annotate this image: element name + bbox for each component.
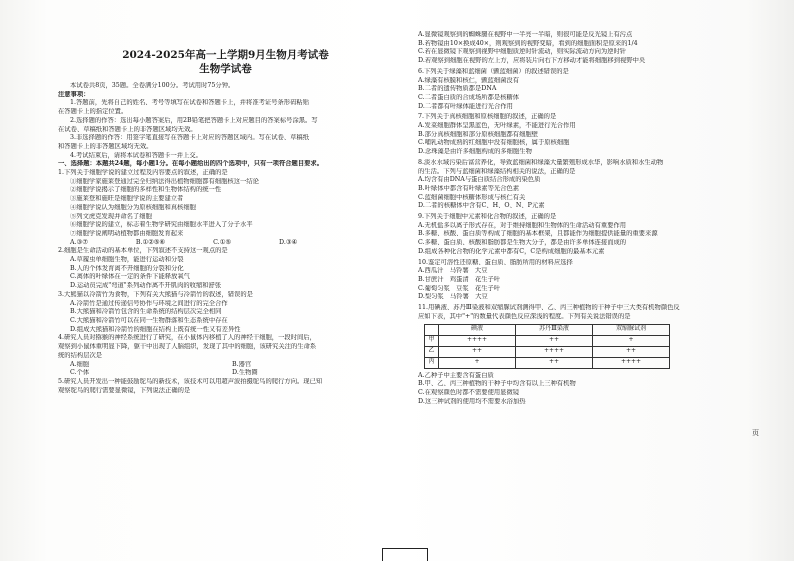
option: B.部分真核细胞和部分原核细胞都有细胞壁 [418, 130, 538, 138]
notice-line: 在答题卡上的指定位置。 [58, 108, 128, 116]
question-3 [58, 291, 393, 335]
question-10 [418, 259, 753, 303]
option: C.哺乳动物成熟的红细胞中没有细胞核，属于原核细胞 [418, 139, 570, 147]
option: D.念珠藻是由许多细胞构成的多细胞生物 [418, 148, 532, 156]
option: B.多糖、核酸、蛋白质等构成了细胞的基本框架，且都能作为细胞提供能量的重要来源 [418, 230, 658, 238]
option: C.葡萄匀浆 豆浆 花生子叶 [418, 284, 501, 292]
table-cell: + [439, 357, 516, 368]
table-header-row [425, 324, 670, 335]
question-stem: 5.研究人员开发出一种能鼓励鸵鸟的新技术，该技术可以用超声波拍摄鸵鸟的爬行方向。现已知 [58, 377, 323, 385]
option: A.绿藻有核膜和核仁，颤蓝细菌没有 [418, 76, 520, 84]
statement: ⑦细胞学说阐明动植物都由细胞发育起来 [70, 229, 184, 237]
option: A.发菜细胞群体呈黑蓝色，无叶绿素，不能进行光合作用 [418, 122, 576, 130]
left-column [58, 0, 393, 395]
question-2 [58, 247, 393, 291]
question-stem: 11.用碘液、苏丹Ⅲ染液和双缩脲试剂测得甲、乙、丙三种植物的干种子中三大类有机物颜色反 [418, 304, 680, 312]
table-row [425, 357, 670, 368]
question-7 [418, 113, 753, 157]
exam-subtitle: 生物学试卷 [199, 63, 252, 75]
option: C.蓝细菌细胞中核糖体形成与核仁有关 [418, 193, 526, 201]
notice-heading: 注意事项： [58, 90, 90, 98]
question-stem: 2.细胞是生命活动的基本单位，下列叙述不支持这一观点的是 [58, 247, 228, 255]
option: D.③④ [279, 238, 298, 246]
option: C.二者蛋白质的合成场所都是核糖体 [418, 93, 520, 101]
option: D.二者的核糖体中含有C、H、O、N、P元素 [418, 202, 545, 210]
statement: ③施莱登和施旺是细胞学说的主要建立者 [70, 195, 184, 203]
option: D.二者都有叶绿体能进行光合作用 [418, 102, 513, 110]
table-header-cell [425, 324, 439, 335]
option: B.甲、乙、丙三种植物的干种子中均含有以上三种有机物 [418, 380, 576, 388]
question-4 [58, 334, 393, 378]
right-column [418, 31, 753, 406]
question-stem: 6.下列关于绿藻和蓝细菌（颤蓝细菌）的叙述错误的是 [418, 67, 569, 75]
table-cell: + [593, 335, 670, 346]
notice-line: 4.考试结束后，请将本试卷和答题卡一并上交。 [70, 151, 202, 159]
option: D.生物圈 [232, 369, 258, 377]
table-row [425, 335, 670, 346]
option: D.组成各种化合物的化学元素中都有C，C是构成细胞的最基本元素 [418, 247, 605, 255]
question-9 [418, 213, 753, 257]
option: C.多糖、蛋白质、核酸和脂肪都是生物大分子，都是由许多单体连接而成的 [418, 239, 627, 247]
statement: ①细胞学家施莱登通过完全归纳法得出植物细胞都有细胞核这一结论 [70, 177, 259, 185]
option: B.二者的遗传物质都是DNA [418, 85, 497, 93]
option: B.若物镜由10×换成40×，则观察到的视野变暗，看到的细胞面积是原来的1/4 [418, 39, 638, 47]
statement: ⑤列文虎克发现并命名了细胞 [70, 212, 152, 220]
option: C.离体的叶绿体在一定的条件下能释放氧气 [70, 273, 190, 281]
table-header-cell: 碘液 [439, 324, 516, 335]
option: C.个体 [70, 369, 90, 377]
question-text: 观察鸵鸟的爬行需要显微镜，下列说法正确的是 [58, 386, 191, 394]
option: D.这三种试剂的使用均不需要水浴加热 [418, 397, 526, 405]
question-8 [418, 159, 753, 211]
option: A.无机盐多以离子形式存在，对于维持细胞和生物体的生命活动有重要作用 [418, 221, 627, 229]
question-text: 应如下表，其中"+"的数量代表颜色反应深浅的程度。下列有关说法错误的是 [418, 312, 631, 320]
option: D.梨匀浆 马铃薯 大豆 [418, 293, 488, 301]
table-header-cell: 双缩脲试剂 [593, 324, 670, 335]
option: B.①②⑤⑥ [135, 238, 166, 246]
question-stem: 4.研究人员对猕猴的神经系统进行了研究，在小鼠体内移植了人的神经干细胞，一段时间后， [58, 334, 316, 342]
table-cell: ++ [439, 346, 516, 357]
exam-info: 本试卷共8页，35题。全卷满分100分。考试用时75分钟。 [70, 82, 235, 89]
option: D.若观察到细胞在视野的左上方，应将装片向右下方移动才能将细胞移到视野中央 [418, 57, 646, 65]
notice-line: 在试卷、草稿纸和答题卡上的非答题区域均无效。 [58, 125, 197, 133]
option: B.甘蔗汁 鸡蛋清 花生子叶 [418, 275, 501, 283]
options-row [58, 369, 393, 378]
statement: ④细胞学说认为细胞分为原核细胞和真核细胞 [70, 203, 196, 211]
option: A.③⑦ [70, 238, 88, 246]
notice-line: 3.非选择题的作答：用签字笔直接写在答题卡上对应的答题区域内。写在试卷、草稿纸 [70, 134, 309, 142]
question-stem: 1.下列关于细胞学说的建立过程及内容要点的叙述，正确的是 [58, 169, 228, 177]
table-cell: ++++ [516, 346, 593, 357]
row-label: 乙 [425, 346, 439, 357]
exam-title: 2024-2025年高一上学期9月生物月考试卷 [122, 49, 329, 61]
option: A.细胞 [70, 360, 90, 368]
page-side-mark: 页 [752, 429, 759, 437]
question-stem: 7.下列关于真核细胞和原核细胞的叙述，正确的是 [418, 113, 557, 121]
table-cell: ++++ [439, 335, 516, 346]
reaction-table [424, 324, 670, 369]
table-cell: ++ [516, 357, 593, 368]
option: B.人的个体发育离不开细胞的分裂和分化 [70, 264, 184, 272]
question-stem: 8.淡水水域污染后富营养化，导致蓝细菌和绿藻大量繁殖形成水华，影响水质和水生动物 [418, 158, 664, 166]
question-5-options [418, 31, 753, 66]
notice-line: 和答题卡上的非答题区域均无效。 [58, 142, 153, 150]
table-row [425, 346, 670, 357]
question-1 [58, 169, 393, 247]
question-5 [58, 378, 393, 395]
table-cell: ++++ [593, 357, 670, 368]
table-cell: ++ [516, 335, 593, 346]
page-number-box [382, 548, 428, 561]
option: C.大熊猫和冷箭竹可以在同一生物群落和生态系统中存在 [70, 316, 228, 324]
options-row [58, 361, 393, 370]
row-label: 丙 [425, 357, 439, 368]
option: D.运动员完成"弯道"系列动作离不开肌肉的收缩和舒张 [70, 282, 222, 290]
option: C.①⑤ [213, 238, 231, 246]
notice-line: 2.选择题的作答：选出每小题答案后，用2B铅笔把答题卡上对应题目的答案标号涂黑。写 [70, 116, 318, 124]
option: A.西瓜汁 马铃薯 大豆 [418, 267, 488, 275]
question-stem: 10.鉴定可溶性还原糖、蛋白质、脂肪所用的材料应选择 [418, 258, 573, 266]
option: A.乙种子中主要含有蛋白质 [418, 371, 494, 379]
option: A.均含有由DNA与蛋白质结合形成的染色质 [418, 176, 541, 184]
question-text: 统的结构层次是 [58, 351, 103, 359]
option: B.大熊猫和冷箭竹包含的生命系统的结构层次完全相同 [70, 308, 222, 316]
option: A.冷箭竹是通过传递信号协作与环境之间进行的完全合作 [70, 299, 228, 307]
table-cell: ++ [593, 346, 670, 357]
statement: ②细胞学说揭示了细胞的多样性和生物体结构的统一性 [70, 186, 222, 194]
option: B.叶绿体中都含有叶绿素等光合色素 [418, 184, 520, 192]
question-text: 观察到小鼠体重明显下降，躯干中出现了人脑组织，发现了其中的细胞，该研究关注的生命系 [58, 343, 317, 351]
table-header-cell: 苏丹Ⅲ染液 [516, 324, 593, 335]
question-stem: 9.下列关于细胞中元素和化合物的叙述，正确的是 [418, 213, 557, 221]
question-stem: 3.大熊猫以冷箭竹为食物，下列有关大熊猫与冷箭竹的叙述，错误的是 [58, 290, 253, 298]
option: B.器官 [232, 360, 252, 368]
notice-list [58, 99, 393, 160]
question-text: 的生活。下列与蓝细菌和绿藻结构相关的说法，正确的是 [418, 167, 576, 175]
option: A.显微镜观察到的蜘蛛腿在视野中一半亮一半暗，则很可能是反光镜上有污点 [418, 31, 633, 38]
option: A.草履虫单细胞生物，能进行运动和分裂 [70, 256, 184, 264]
option: C.在观察颜色时都不需要使用显微镜 [418, 388, 520, 396]
question-11 [418, 304, 753, 406]
notice-line: 1.答题前，先将自己的姓名、考号等填写在试卷和答题卡上，并将准考证号条形码粘贴 [70, 99, 309, 107]
options-row [58, 239, 393, 248]
section-heading: 一、选择题：本题共24题，每小题1分。在每小题给出的四个选项中，只有一项符合题目要求。 [58, 160, 324, 168]
option: D.组成大熊猫和冷箭竹的细胞在结构上既有统一性又有差异性 [70, 325, 241, 333]
statement: ⑥细胞学说的建立，标志着生物学研究由细胞水平进入了分子水平 [70, 221, 253, 229]
row-label: 甲 [425, 335, 439, 346]
option: C.若在显微镜下观察到视野中细胞质逆时针流动，则实际流动方向为逆时针 [418, 48, 627, 56]
question-6 [418, 68, 753, 112]
